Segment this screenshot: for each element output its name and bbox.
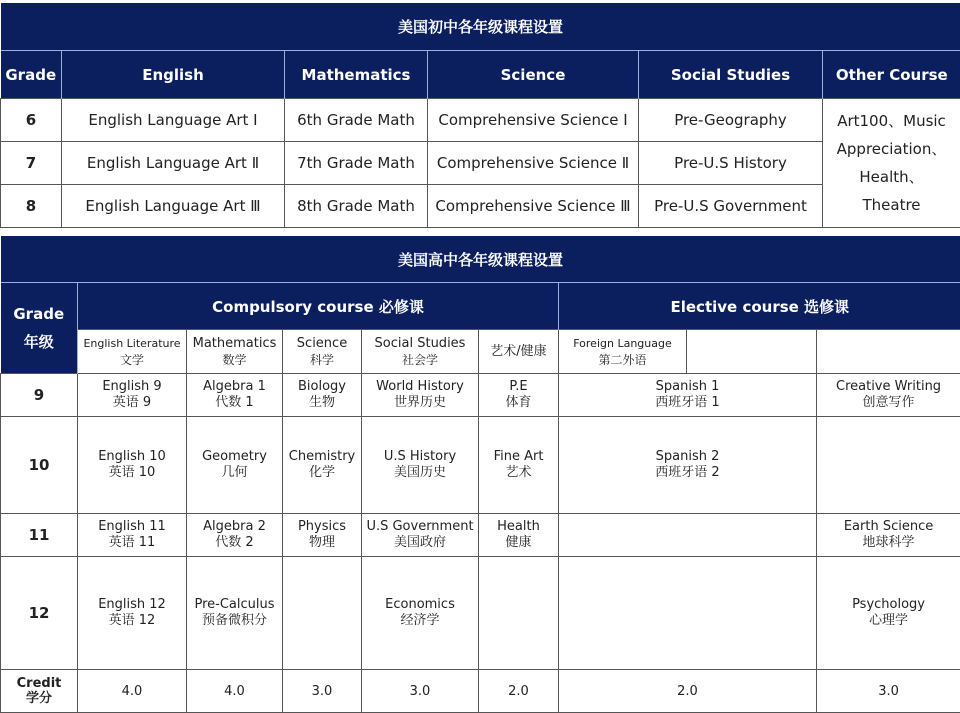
course-zh: 地球科学 bbox=[817, 535, 960, 551]
course-cell bbox=[559, 374, 817, 417]
header-elective-course: Elective course 选修课 bbox=[559, 283, 960, 330]
course-cell bbox=[479, 514, 559, 557]
social-cell: Pre-U.S History bbox=[639, 142, 823, 185]
credit-label-en: Credit bbox=[1, 676, 77, 691]
grade-cell: 9 bbox=[1, 374, 78, 417]
table-row bbox=[1, 142, 960, 185]
science-cell: Comprehensive Science I bbox=[428, 99, 639, 142]
course-zh: 经济学 bbox=[362, 613, 478, 629]
grade-cell: 6 bbox=[1, 99, 62, 142]
course-en: World History bbox=[362, 379, 478, 395]
course-en: Geometry bbox=[187, 449, 282, 465]
course-cell bbox=[479, 374, 559, 417]
course-en: U.S History bbox=[362, 449, 478, 465]
subject-en: Social Studies bbox=[362, 336, 478, 352]
high-school-title: 美国高中各年级课程设置 bbox=[1, 236, 960, 283]
course-cell bbox=[479, 417, 559, 514]
course-cell bbox=[283, 417, 362, 514]
course-en: Spanish 2 bbox=[559, 449, 816, 465]
table-row bbox=[1, 374, 960, 417]
social-cell: Pre-U.S Government bbox=[639, 185, 823, 228]
course-cell bbox=[187, 514, 283, 557]
course-zh: 代数 2 bbox=[187, 535, 282, 551]
subject-en: Foreign Language bbox=[559, 336, 686, 352]
subject-elective-empty bbox=[817, 330, 960, 374]
middle-school-title: 美国初中各年级课程设置 bbox=[1, 3, 960, 51]
math-cell: 8th Grade Math bbox=[285, 185, 428, 228]
course-en: Algebra 2 bbox=[187, 519, 282, 535]
course-zh: 世界历史 bbox=[362, 395, 478, 411]
course-en: Chemistry bbox=[283, 449, 361, 465]
math-cell: 6th Grade Math bbox=[285, 99, 428, 142]
credit-row bbox=[1, 670, 960, 713]
course-cell bbox=[187, 417, 283, 514]
middle-school-curriculum-table bbox=[0, 3, 960, 228]
course-en: Earth Science bbox=[817, 519, 960, 535]
course-en: English 12 bbox=[78, 597, 186, 613]
other-course-line: Theatre bbox=[823, 191, 960, 219]
course-zh: 代数 1 bbox=[187, 395, 282, 411]
table-row bbox=[1, 417, 960, 514]
other-course-line: Health、 bbox=[823, 163, 960, 191]
course-en: Psychology bbox=[817, 597, 960, 613]
subject-mathematics bbox=[187, 330, 283, 374]
header-social-studies: Social Studies bbox=[639, 51, 823, 99]
other-course-cell bbox=[823, 99, 960, 228]
course-zh: 化学 bbox=[283, 465, 361, 481]
subject-en: English Literature bbox=[78, 336, 186, 352]
course-en: Creative Writing bbox=[817, 379, 960, 395]
course-zh: 西班牙语 2 bbox=[559, 465, 816, 481]
grade-cell: 10 bbox=[1, 417, 78, 514]
course-cell bbox=[559, 417, 817, 514]
course-en: Economics bbox=[362, 597, 478, 613]
course-zh: 生物 bbox=[283, 395, 361, 411]
high-school-curriculum-table bbox=[0, 236, 960, 713]
course-zh: 英语 11 bbox=[78, 535, 186, 551]
credit-label-zh: 学分 bbox=[1, 691, 77, 706]
subject-science bbox=[283, 330, 362, 374]
course-cell bbox=[78, 557, 187, 670]
subject-en: Mathematics bbox=[187, 336, 282, 352]
course-zh: 英语 12 bbox=[78, 613, 186, 629]
course-en: Pre-Calculus bbox=[187, 597, 282, 613]
subject-art-health bbox=[479, 330, 559, 374]
course-cell bbox=[283, 514, 362, 557]
credit-value: 2.0 bbox=[559, 670, 817, 713]
credit-value: 3.0 bbox=[817, 670, 960, 713]
course-zh: 艺术 bbox=[479, 465, 558, 481]
course-en: Algebra 1 bbox=[187, 379, 282, 395]
course-cell bbox=[817, 374, 960, 417]
course-zh: 英语 9 bbox=[78, 395, 186, 411]
course-en: English 10 bbox=[78, 449, 186, 465]
grade-cell: 7 bbox=[1, 142, 62, 185]
course-cell bbox=[78, 374, 187, 417]
header-science: Science bbox=[428, 51, 639, 99]
course-zh: 英语 10 bbox=[78, 465, 186, 481]
subject-english-literature bbox=[78, 330, 187, 374]
table-row bbox=[1, 185, 960, 228]
course-en: U.S Government bbox=[362, 519, 478, 535]
course-en: Biology bbox=[283, 379, 361, 395]
grade-cell: 8 bbox=[1, 185, 62, 228]
grade-header-zh: 年级 bbox=[1, 328, 78, 356]
course-zh: 预备微积分 bbox=[187, 613, 282, 629]
course-cell bbox=[362, 514, 479, 557]
course-cell bbox=[817, 514, 960, 557]
header-compulsory-course: Compulsory course 必修课 bbox=[78, 283, 559, 330]
science-cell: Comprehensive Science Ⅲ bbox=[428, 185, 639, 228]
course-en: English 11 bbox=[78, 519, 186, 535]
credit-value: 4.0 bbox=[78, 670, 187, 713]
course-cell bbox=[559, 514, 817, 557]
course-en: Fine Art bbox=[479, 449, 558, 465]
course-zh: 物理 bbox=[283, 535, 361, 551]
course-cell bbox=[187, 557, 283, 670]
header-grade: Grade bbox=[1, 51, 62, 99]
subject-zh: 第二外语 bbox=[559, 352, 686, 368]
credit-value: 2.0 bbox=[479, 670, 559, 713]
header-mathematics: Mathematics bbox=[285, 51, 428, 99]
course-zh: 创意写作 bbox=[817, 395, 960, 411]
subject-elective-empty bbox=[687, 330, 817, 374]
course-en: P.E bbox=[479, 379, 558, 395]
course-cell bbox=[479, 557, 559, 670]
other-course-line: Art100、Music bbox=[823, 107, 960, 135]
credit-value: 4.0 bbox=[187, 670, 283, 713]
course-cell bbox=[362, 374, 479, 417]
course-zh: 西班牙语 1 bbox=[559, 395, 816, 411]
course-cell bbox=[559, 557, 817, 670]
credit-value: 3.0 bbox=[283, 670, 362, 713]
other-course-line: Appreciation、 bbox=[823, 135, 960, 163]
table-row bbox=[1, 557, 960, 670]
course-zh: 健康 bbox=[479, 535, 558, 551]
grade-header-en: Grade bbox=[1, 300, 78, 328]
course-zh: 体育 bbox=[479, 395, 558, 411]
course-zh: 美国政府 bbox=[362, 535, 478, 551]
subject-social-studies bbox=[362, 330, 479, 374]
subject-zh: 文学 bbox=[78, 352, 186, 368]
course-zh: 美国历史 bbox=[362, 465, 478, 481]
course-zh: 几何 bbox=[187, 465, 282, 481]
subject-en: Science bbox=[283, 336, 361, 352]
english-cell: English Language Art Ⅱ bbox=[62, 142, 285, 185]
course-cell bbox=[78, 417, 187, 514]
table-row bbox=[1, 514, 960, 557]
english-cell: English Language Art I bbox=[62, 99, 285, 142]
course-cell bbox=[817, 557, 960, 670]
english-cell: English Language Art Ⅲ bbox=[62, 185, 285, 228]
header-english: English bbox=[62, 51, 285, 99]
course-cell bbox=[283, 374, 362, 417]
table-row bbox=[1, 99, 960, 142]
subject-foreign-language bbox=[559, 330, 687, 374]
course-cell bbox=[283, 557, 362, 670]
science-cell: Comprehensive Science Ⅱ bbox=[428, 142, 639, 185]
social-cell: Pre-Geography bbox=[639, 99, 823, 142]
grade-cell: 11 bbox=[1, 514, 78, 557]
course-en: English 9 bbox=[78, 379, 186, 395]
course-cell bbox=[362, 557, 479, 670]
credit-value: 3.0 bbox=[362, 670, 479, 713]
subject-zh: 社会学 bbox=[362, 352, 478, 368]
header-other-course: Other Course bbox=[823, 51, 960, 99]
course-cell bbox=[187, 374, 283, 417]
credit-label bbox=[1, 670, 78, 713]
subject-zh: 科学 bbox=[283, 352, 361, 368]
subject-zh: 艺术/健康 bbox=[479, 344, 558, 360]
course-cell bbox=[362, 417, 479, 514]
course-cell bbox=[817, 417, 960, 514]
course-cell bbox=[78, 514, 187, 557]
grade-cell: 12 bbox=[1, 557, 78, 670]
course-en: Health bbox=[479, 519, 558, 535]
course-en: Physics bbox=[283, 519, 361, 535]
subject-zh: 数学 bbox=[187, 352, 282, 368]
course-en: Spanish 1 bbox=[559, 379, 816, 395]
header-grade bbox=[1, 283, 78, 374]
course-zh: 心理学 bbox=[817, 613, 960, 629]
math-cell: 7th Grade Math bbox=[285, 142, 428, 185]
